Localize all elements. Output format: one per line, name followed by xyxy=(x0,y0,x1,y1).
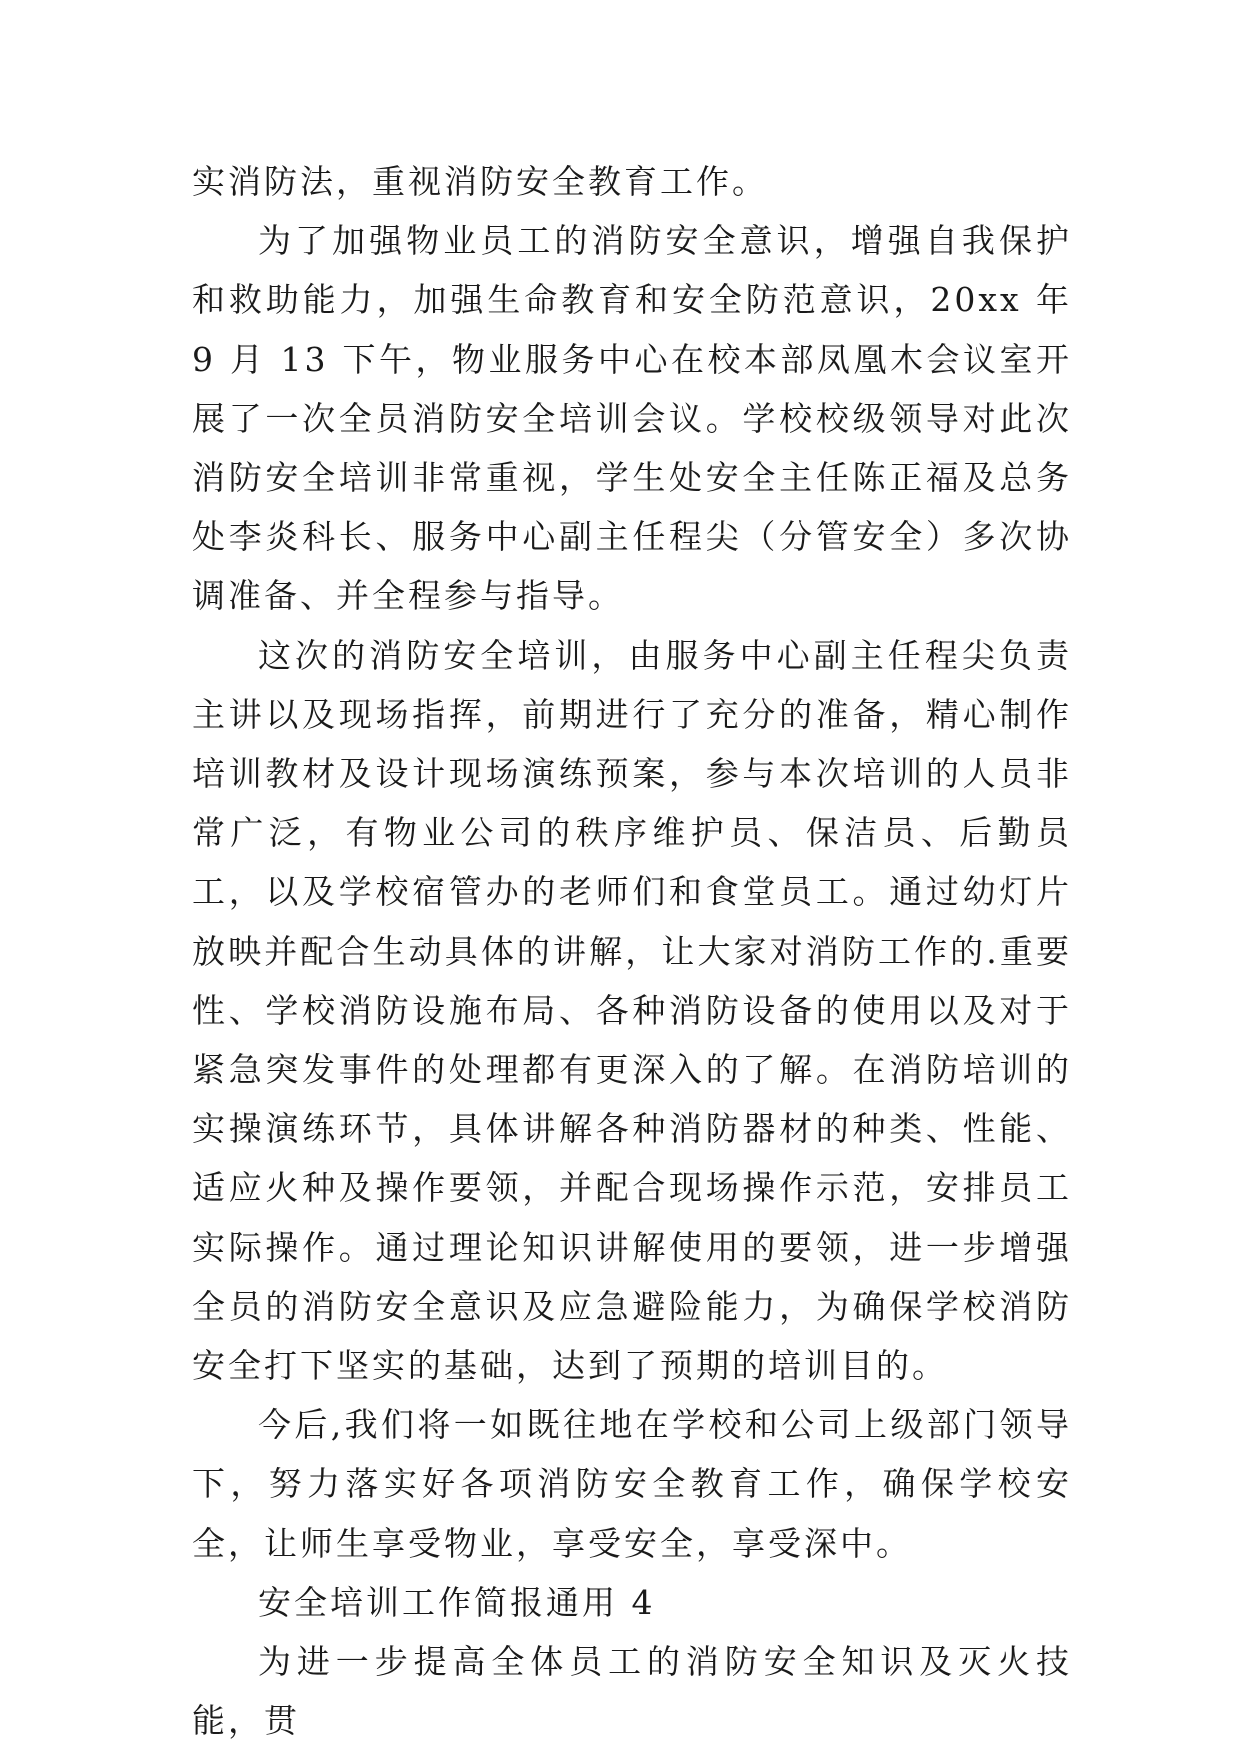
paragraph-next-section-start: 为进一步提高全体员工的消防安全知识及灭火技能，贯 xyxy=(192,1642,1072,1741)
paragraph-continuation: 实消防法，重视消防安全教育工作。 xyxy=(192,162,768,201)
paragraph-future-commitment: 今后,我们将一如既往地在学校和公司上级部门领导下，努力落实好各项消防安全教育工作，确保学校安全，让师生享受物业，享受安全，享受深中。 xyxy=(192,1405,1072,1563)
document-body xyxy=(192,152,1072,1750)
paragraph-training-details: 这次的消防安全培训，由服务中心副主任程尖负责主讲以及现场指挥，前期进行了充分的准备，精心制作培训教材及设计现场演练预案，参与本次培训的人员非常广泛，有物业公司的秩序维护员、保洁员、后勤员工，以及学校宿管办的老师们和食堂员工。通过幼灯片放映并配合生动具体的讲解，让大家对消防工作的.重要性、学校消防设施布局、各种消防设备的使用以及对于紧急突发事件的处理都有更深入的了解。在消防培训的实操演练环节，具体讲解各种消防器材的种类、性能、适应火种及操作要领，并配合现场操作示范，安排员工实际操作。通过理论知识讲解使用的要领，进一步增强全员的消防安全意识及应急避险能力，为确保学校消防安全打下坚实的基础，达到了预期的培训目的。 xyxy=(192,635,1072,1386)
paragraph-training-overview: 为了加强物业员工的消防安全意识，增强自我保护和救助能力，加强生命教育和安全防范意识，20xx 年 9 月 13 下午，物业服务中心在校本部凤凰木会议室开展了一次全员消防安全培训会议。学校校级领导对此次消防安全培训非常重视，学生处安全主任陈正福及总务处李炎科长、服务中心副主任程尖（分管安全）多次协调准备、并全程参与指导。 xyxy=(192,221,1072,616)
section-heading: 安全培训工作简报通用 4 xyxy=(258,1582,656,1622)
